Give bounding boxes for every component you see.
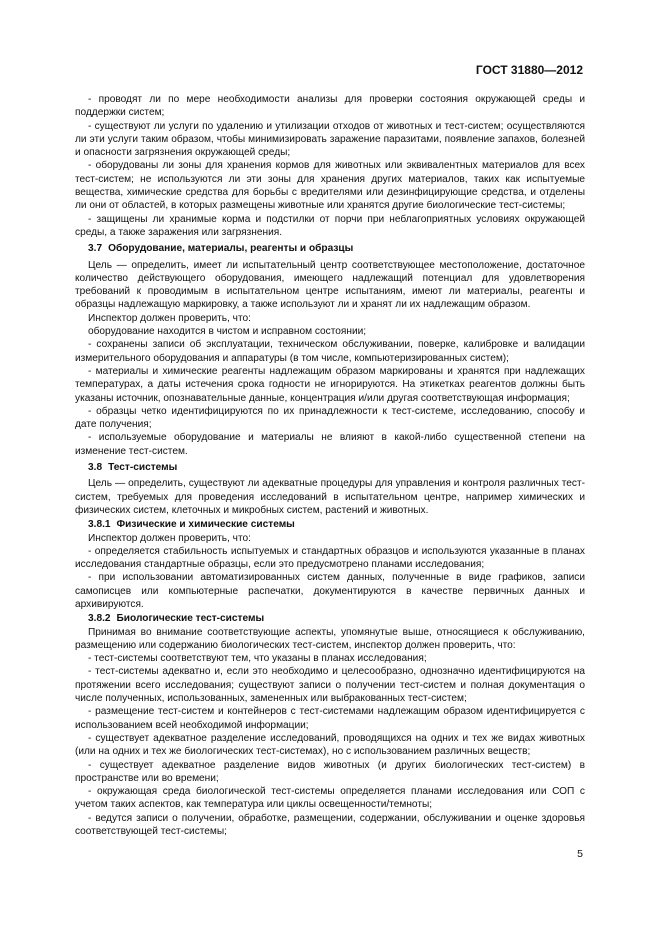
paragraph: - существует адекватное разделение видов животных (и других биологических тест-систем) в пространстве или во времени; <box>75 759 585 784</box>
paragraph: - существует адекватное разделение исследований, проводящихся на одних и тех же видах животных (или на одних и тех же биологических тест-системах), но с использованием различных веществ; <box>75 732 585 758</box>
paragraph: Принимая во внимание соответствующие аспекты, упомянутые выше, относящиеся к обслуживанию, размещению или содержанию биологических тест-систем, инспектор должен проверить, что: <box>75 626 585 651</box>
paragraph: - определяется стабильность испытуемых и стандартных образцов и используются указанные в планах исследования стандартные образцы, если это предусмотрено планами исследования; <box>75 545 585 571</box>
paragraph: - существуют ли услуги по удалению и утилизации отходов от животных и тест-систем; осуществляются ли эти услуги таким образом, чтобы минимизировать заражение паразитами, появление запахов, болезней и опасности загрязнения окружающей среды; <box>75 120 585 159</box>
section-title: Физические и химические системы <box>116 519 295 531</box>
document-body <box>75 93 585 838</box>
document-header: ГОСТ 31880—2012 <box>475 63 583 77</box>
paragraph: - окружающая среда биологической тест-системы определяется планами исследования или СОП с учетом таких аспектов, как температура или циклы освещенности/темноты; <box>75 786 585 811</box>
paragraph: Инспектор должен проверить, что: <box>88 532 251 544</box>
paragraph: - тест-системы соответствуют тем, что указаны в планах исследования; <box>88 653 427 665</box>
paragraph: - образцы четко идентифицируются по их принадлежности к тест-системе, исследованию, способу и дате получения; <box>75 405 585 431</box>
paragraph: - используемые оборудование и материалы не влияют в какой-либо существенной степени на изменение тест-систем. <box>75 432 585 457</box>
section-heading <box>75 242 585 255</box>
paragraph: оборудование находится в чистом и исправном состоянии; <box>88 326 367 338</box>
paragraph: Инспектор должен проверить, что: <box>88 312 251 324</box>
section-title: Тест-системы <box>108 462 178 474</box>
paragraph: Цель — определить, имеет ли испытательный центр соответствующее местоположение, достаточное количество действующего оборудования, имеющего надлежащий потенциал для удовлетворения требований к проводимым в испытательном центре испытаниям, имеют ли материалы, реагенты и образцы надлежащую маркировку, а также используют ли и хранят ли их надлежащим образом. <box>75 259 585 311</box>
section-title: Биологические тест-системы <box>116 613 265 625</box>
paragraph: - проводят ли по мере необходимости анализы для проверки состояния окружающей среды и поддержки систем; <box>75 94 585 119</box>
section-number: 3.7 <box>88 243 103 255</box>
paragraph: - оборудованы ли зоны для хранения кормов для животных или эквивалентных материалов для всех тест-систем; не используются ли эти зоны для хранения других материалов, таких как испытуемые вещества, химические средства для борьбы с вредителями или дезинфицирующие средства, и отделены ли они от областей, в которых размещены животные или хранятся другие биологические тест-системы; <box>75 160 585 212</box>
paragraph: - размещение тест-систем и контейнеров с тест-системами надлежащим образом идентифицируется с использованием всей необходимой информации; <box>75 706 585 731</box>
page-number: 5 <box>577 848 583 860</box>
paragraph: - защищены ли хранимые корма и подстилки от порчи при неблагоприятных условиях окружающей среды, а также заражения или загрязнения. <box>75 213 585 238</box>
section-number: 3.8.1 <box>88 519 111 531</box>
paragraph: - сохранены записи об эксплуатации, техническом обслуживании, поверке, калибровке и валидации измерительного оборудования и аппаратуры (в том числе, компьютеризированных систем); <box>75 339 585 364</box>
section-heading <box>75 612 585 625</box>
paragraph: - тест-системы адекватно и, если это необходимо и целесообразно, однозначно идентифицируются на протяжении всего исследования; существуют записи о получении тест-систем и полная документация о числе полученных, использованных, замененных или выбракованных тест-систем; <box>75 666 585 705</box>
paragraph: Цель — определить, существуют ли адекватные процедуры для управления и контроля различных тест-систем, требуемых для проведения исследований в испытательном центре, например химических и физических систем, клеточных и микробных систем, растений и животных. <box>75 478 585 516</box>
section-title: Оборудование, материалы, реагенты и образцы <box>108 243 354 255</box>
paragraph: - при использовании автоматизированных систем данных, полученные в виде графиков, записи самописцев или компьютерные распечатки, документируются в качестве первичных данных и архивируются. <box>75 572 585 610</box>
paragraph: - материалы и химические реагенты надлежащим образом маркированы и хранятся при надлежащих температурах, а даты истечения срока годности не игнорируются. На этикетках реагентов должны быть указаны источник, опознавательные данные, концентрация и/или другая соответствующая информация; <box>75 365 585 404</box>
section-heading <box>75 461 585 474</box>
section-number: 3.8 <box>88 462 103 474</box>
paragraph: - ведутся записи о получении, обработке, размещении, содержании, обслуживании и оценке здоровья соответствующей тест-системы; <box>75 812 585 838</box>
section-heading <box>75 518 585 531</box>
section-number: 3.8.2 <box>88 613 111 625</box>
